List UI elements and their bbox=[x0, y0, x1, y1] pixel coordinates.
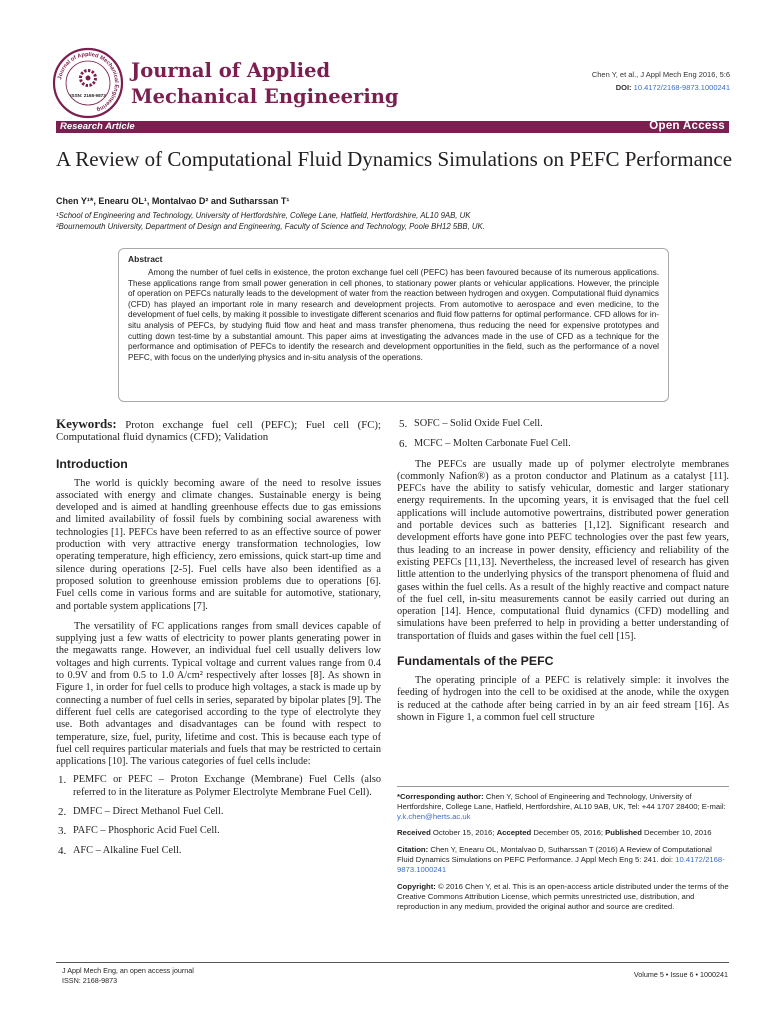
article-type-label: Research Article bbox=[60, 121, 135, 132]
article-dates: Received October 15, 2016; Accepted December 05, 2016; Published December 10, 2016 bbox=[397, 828, 712, 837]
journal-title-line2: Mechanical Engineering bbox=[131, 85, 399, 108]
email-link[interactable]: y.k.chen@herts.ac.uk bbox=[397, 812, 471, 821]
right-column bbox=[397, 418, 729, 724]
header-citation bbox=[592, 68, 730, 94]
doi-link[interactable]: 10.4172/2168-9873.1000241 bbox=[633, 83, 730, 92]
paper-title: A Review of Computational Fluid Dynamics Simulations on PEFC Performance bbox=[56, 147, 733, 171]
affiliation-2: ²Bournemouth University, Department of Design and Engineering, Faculty of Science and Technology, Poole BH12 5BB, UK. bbox=[56, 222, 485, 231]
open-access-label: Open Access bbox=[649, 120, 725, 132]
header-citation-text: Chen Y, et al., J Appl Mech Eng 2016, 5:6 bbox=[591, 70, 730, 79]
fuel-cell-list-continued bbox=[397, 418, 729, 451]
fuel-cell-list bbox=[56, 774, 381, 856]
footnotes bbox=[397, 792, 729, 912]
fundamentals-heading: Fundamentals of the PEFC bbox=[397, 654, 554, 669]
list-item: 5. SOFC – Solid Oxide Fuel Cell. bbox=[399, 418, 543, 430]
footer-volume-info: Volume 5 • Issue 6 • 1000241 bbox=[633, 970, 728, 979]
list-item: 4. AFC – Alkaline Fuel Cell. bbox=[58, 844, 182, 857]
keywords bbox=[56, 418, 381, 444]
journal-title-line1: Journal of Applied bbox=[131, 59, 331, 82]
doi-label: DOI: bbox=[615, 83, 632, 92]
left-column bbox=[56, 418, 381, 857]
abstract-heading: Abstract bbox=[128, 254, 163, 264]
journal-title bbox=[131, 58, 399, 110]
keywords-text: Proton exchange fuel cell (PEFC); Fuel cell (FC); Computational fluid dynamics (CFD); Validation bbox=[56, 419, 381, 444]
intro-paragraph-3: The PEFCs are usually made up of polymer electrolyte membranes (commonly Nafion®) as a proton conductor and Platinum as a catalyst [11]. PEFCs have the ability to satisfy vehicular, domestic and larger stationary energy requirements. In the upcoming years, it is envisaged that the fuel cell applications will include automotive powertrains, distributed power generation and portable devices such as batteries [1,12]. Significant research and development efforts have gone into PEFC technologies over the past few years, thus leading to an increase in power density, efficiency and reliability of the existing PEFCs [11,13]. Nevertheless, the increased level of research has given little attention to the underlying physics of the transport phenomena of fluid and gases within the fuel cells. As a result of the highly reactive and compact nature of the fuel cell, in-situ measurements cannot be easily carried out during an operation [14]. Hence, computational fluid dynamics (CFD) modelling and simulations have been preferred to help in providing a better understanding of transportation of fluids and gases within the fuel cell [15]. bbox=[397, 458, 729, 642]
list-item: 2. DMFC – Direct Methanol Fuel Cell. bbox=[58, 806, 224, 819]
list-item: 3. PAFC – Phosphoric Acid Fuel Cell. bbox=[58, 825, 220, 838]
keywords-label: Keywords: bbox=[56, 416, 117, 431]
abstract-text: Among the number of fuel cells in existence, the proton exchange fuel cell (PEFC) has been favoured because of its numerous applications. These applications range from small power generation in cell phones, to stationary power plants or vehicular applications. However, the principle of operation on PEFCs naturally leads to the development of water from the reaction between hydrogen and oxygen. Computational fluid dynamics (CFD) has played an important role in many research and development projects. From automotive to aerospace and even medicine, to the development of fuel cells, by making it possible to investigate different scenarios and fluid flow patterns for optimal performance. CFD allows for in-situ analysis of PEFCs, by studying fluid flow and heat and mass transfer phenomena, thus reducing the need for expensive prototypes and cutting down test-time by a substantial amount. This paper aims at investigating the advances made in the use of CFD as a technique for the performance and optimisation of PEFCs to identify the research and development opportunities in the field, such as the performance of a novel PEFC, with focus on the underlying physics and in-situ analysis of the operations. bbox=[128, 268, 659, 362]
intro-paragraph-2: The versatility of FC applications ranges from small devices capable of supplying just a few watts of electricity to power plants generating power in the megawatts range. However, an individual fuel cell usually delivers low voltages and high currents. Typical voltage and current values range from 0.4 to 0.9V and from 0.5 to 1.0 A/cm² respectively after losses [8]. As shown in Figure 1, in order for fuel cells to produce high voltages, a stack is made up by connecting a number of fuel cells in series, separated by bipolar plates [9]. The different fuel cells are categorised according to the type of electrolyte they use. Both advantages and disadvantages can be found with respect to temperature, size, fuel, purity, lifetime and cost. This is because each type of fuel cell requires particular materials and fuels that may be restricted to certain applications [10]. The various categories of fuel cells include: bbox=[56, 620, 381, 768]
introduction-heading: Introduction bbox=[56, 456, 128, 471]
footer-journal-info bbox=[62, 966, 194, 986]
abstract-box bbox=[118, 248, 669, 402]
footer-divider bbox=[56, 962, 729, 963]
footer-journal-name: J Appl Mech Eng, an open access journal bbox=[62, 966, 194, 975]
list-item: 6. MCFC – Molten Carbonate Fuel Cell. bbox=[399, 438, 571, 451]
fundamentals-paragraph-1: The operating principle of a PEFC is relatively simple: it involves the feeding of hydrogen into the cell to be oxidised at the anode, while the oxygen is reduced at the cathode after being carried in by an air feed stream [16]. As shown in Figure 1, a common fuel cell structure bbox=[397, 675, 729, 723]
author-list: Chen Y¹*, Enearu OL¹, Montalvao D² and Sutharssan T¹ bbox=[56, 196, 290, 206]
logo-ring-text: Journal of Applied Mechanical Engineering bbox=[57, 51, 120, 113]
copyright-notice: Copyright: © 2016 Chen Y, et al. This is an open-access article distributed under the terms of the Creative Commons Attribution License, which permits unrestricted use, distribution, and reproduction in any medium, provided the original author and source are credited. bbox=[397, 882, 729, 911]
citation-doi-link[interactable]: 10.4172/2168-9873.1000241 bbox=[397, 855, 725, 874]
list-item: 1. PEMFC or PEFC – Proton Exchange (Membrane) Fuel Cells (also referred to in the literature as Polymer Electrolyte Membrane Fuel Cell). bbox=[58, 774, 381, 798]
journal-logo bbox=[52, 47, 124, 119]
intro-paragraph-1: The world is quickly becoming aware of the need to resolve issues associated with energy and climate changes. Sustainable energy is being developed and is aimed at handling greenhouse effects due to gas emissions and limited availability of fossil fuels by combining social awareness with technologies [1]. PEFCs have been referred to as an effective source of power production with very attractive energy transformation technologies, low operating temperature, high efficiency, zero emissions, quick start-up time and silence during operations [2-5]. Fuel cells have also been identified as a proposed solution to greenhouse emission problems due to operations [6]. Fuel cells come in various forms and are suitable for automotive, stationary, and portable system applications [7]. bbox=[56, 477, 381, 612]
logo-issn: ISSN: 2168-9873 bbox=[70, 93, 106, 98]
corresponding-author: *Corresponding author: Chen Y, School of Engineering and Technology, University of Hertfordshire, College Lane, Hatfield, Hertfordshire, AL10 9AB, UK, Tel: +44 1707 28400; E-mail: y.k.chen@herts.ac.uk bbox=[397, 792, 726, 821]
footnote-divider bbox=[397, 786, 729, 787]
footer-issn: ISSN: 2168-9873 bbox=[62, 976, 118, 985]
article-type-banner bbox=[56, 121, 729, 133]
article-citation: Citation: Chen Y, Enearu OL, Montalvao D, Sutharssan T (2016) A Review of Computational Fluid Dynamics Simulations on PEFC Performance. J Appl Mech Eng 5: 241. doi: 10.4172/2168-9873.1000241 bbox=[397, 845, 725, 874]
affiliation-1: ¹School of Engineering and Technology, University of Hertfordshire, College Lane, Hatfield, Hertfordshire, AL10 9AB, UK bbox=[56, 211, 471, 220]
